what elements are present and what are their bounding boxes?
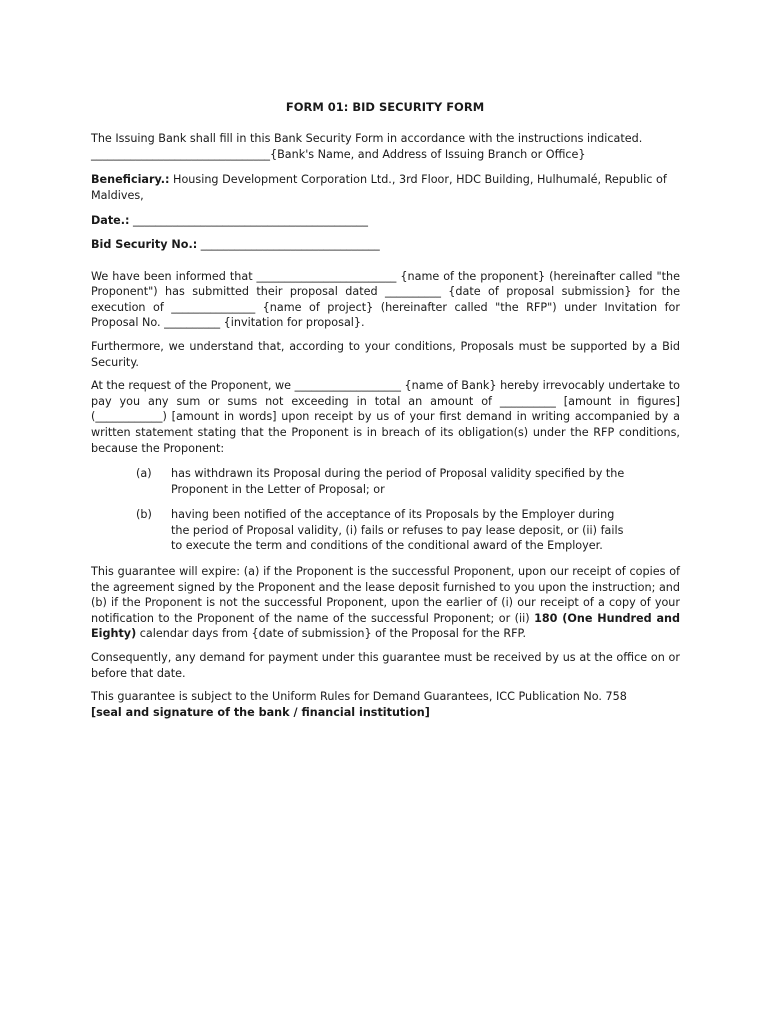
request-paragraph: At the request of the Proponent, we ___________________ {name of Bank} hereby irrevocably undertake to pay you any sum or sums not exceeding in total an amount of __________ [amount in figures] (____________) [amount in words] upon receipt by us of your first demand in writing accompanied by a written statement stating that the Proponent is in breach of its obligation(s) under the RFP conditions, because the Proponent: bbox=[91, 379, 680, 455]
furthermore-paragraph: Furthermore, we understand that, according to your conditions, Proposals must be supported by a Bid Security. bbox=[91, 339, 680, 369]
bank-name-hint: {Bank's Name, and Address of Issuing Branch or Office} bbox=[270, 147, 586, 161]
form-title: FORM 01: BID SECURITY FORM bbox=[285, 100, 485, 114]
bid-security-label: Bid Security No.: bbox=[91, 237, 198, 251]
rules-text: This guarantee is subject to the Uniform Rules for Demand Guarantees, ICC Publication No. 758 bbox=[91, 690, 627, 704]
rules-paragraph bbox=[91, 689, 680, 720]
informed-paragraph: We have been informed that _________________________ {name of the proponent} (hereinafter called "the Proponent") has submitted their proposal dated __________ {date of proposal submission} for the execution of _______________ {name of project} (hereinafter called "the RFP") under Invitation for Proposal No. __________ {invitation for proposal}. bbox=[91, 269, 680, 330]
date-label: Date.: bbox=[91, 214, 130, 228]
date-line bbox=[91, 213, 680, 229]
beneficiary-line bbox=[91, 172, 680, 203]
seal-signature-line: [seal and signature of the bank / financial institution] bbox=[91, 705, 430, 719]
condition-item-a bbox=[91, 466, 680, 497]
condition-label: (b) bbox=[136, 508, 152, 522]
form-body bbox=[91, 131, 680, 727]
intro-paragraph bbox=[91, 131, 680, 162]
beneficiary-label: Beneficiary.: bbox=[91, 173, 170, 187]
condition-item-b bbox=[91, 507, 680, 554]
date-blank: __________________________________________ bbox=[129, 214, 368, 228]
expiry-text-a: This guarantee will expire: (a) if the Proponent is the successful Proponent, upon our receipt of copies of the agreement signed by the Proponent and the lease deposit furnished to you upon the instruction; and (b) if the Proponent is not the successful Proponent, upon the earlier of (i) our receipt of a copy of your notification to the Proponent of the name of the successful Proponent; or (ii) bbox=[91, 565, 680, 625]
bid-security-blank: ________________________________ bbox=[197, 237, 380, 251]
expiry-days-bold: 180 (One Hundred and Eighty) bbox=[91, 611, 680, 641]
intro-instruction: The Issuing Bank shall fill in this Bank Security Form in accordance with the instructions indicated. bbox=[91, 132, 643, 145]
condition-text: having been notified of the acceptance of its Proposals by the Employer during the period of Proposal validity, (i) fails or refuses to pay lease deposit, or (ii) fails to execute the term and conditions of the conditional award of the Employer. bbox=[171, 508, 624, 553]
condition-text: has withdrawn its Proposal during the period of Proposal validity specified by the Proponent in the Letter of Proposal; or bbox=[171, 467, 625, 496]
condition-label: (a) bbox=[136, 467, 152, 481]
expiry-text-b: calendar days from {date of submission} of the Proposal for the RFP. bbox=[136, 627, 527, 641]
beneficiary-text: Housing Development Corporation Ltd., 3rd Floor, HDC Building, Hulhumalé, Republic of Maldives, bbox=[91, 173, 667, 202]
bid-security-line bbox=[91, 237, 680, 253]
bank-name-blank: ________________________________ bbox=[91, 147, 270, 161]
demand-paragraph: Consequently, any demand for payment under this guarantee must be received by us at the office on or before that date. bbox=[91, 651, 680, 680]
expiry-paragraph bbox=[91, 564, 680, 642]
